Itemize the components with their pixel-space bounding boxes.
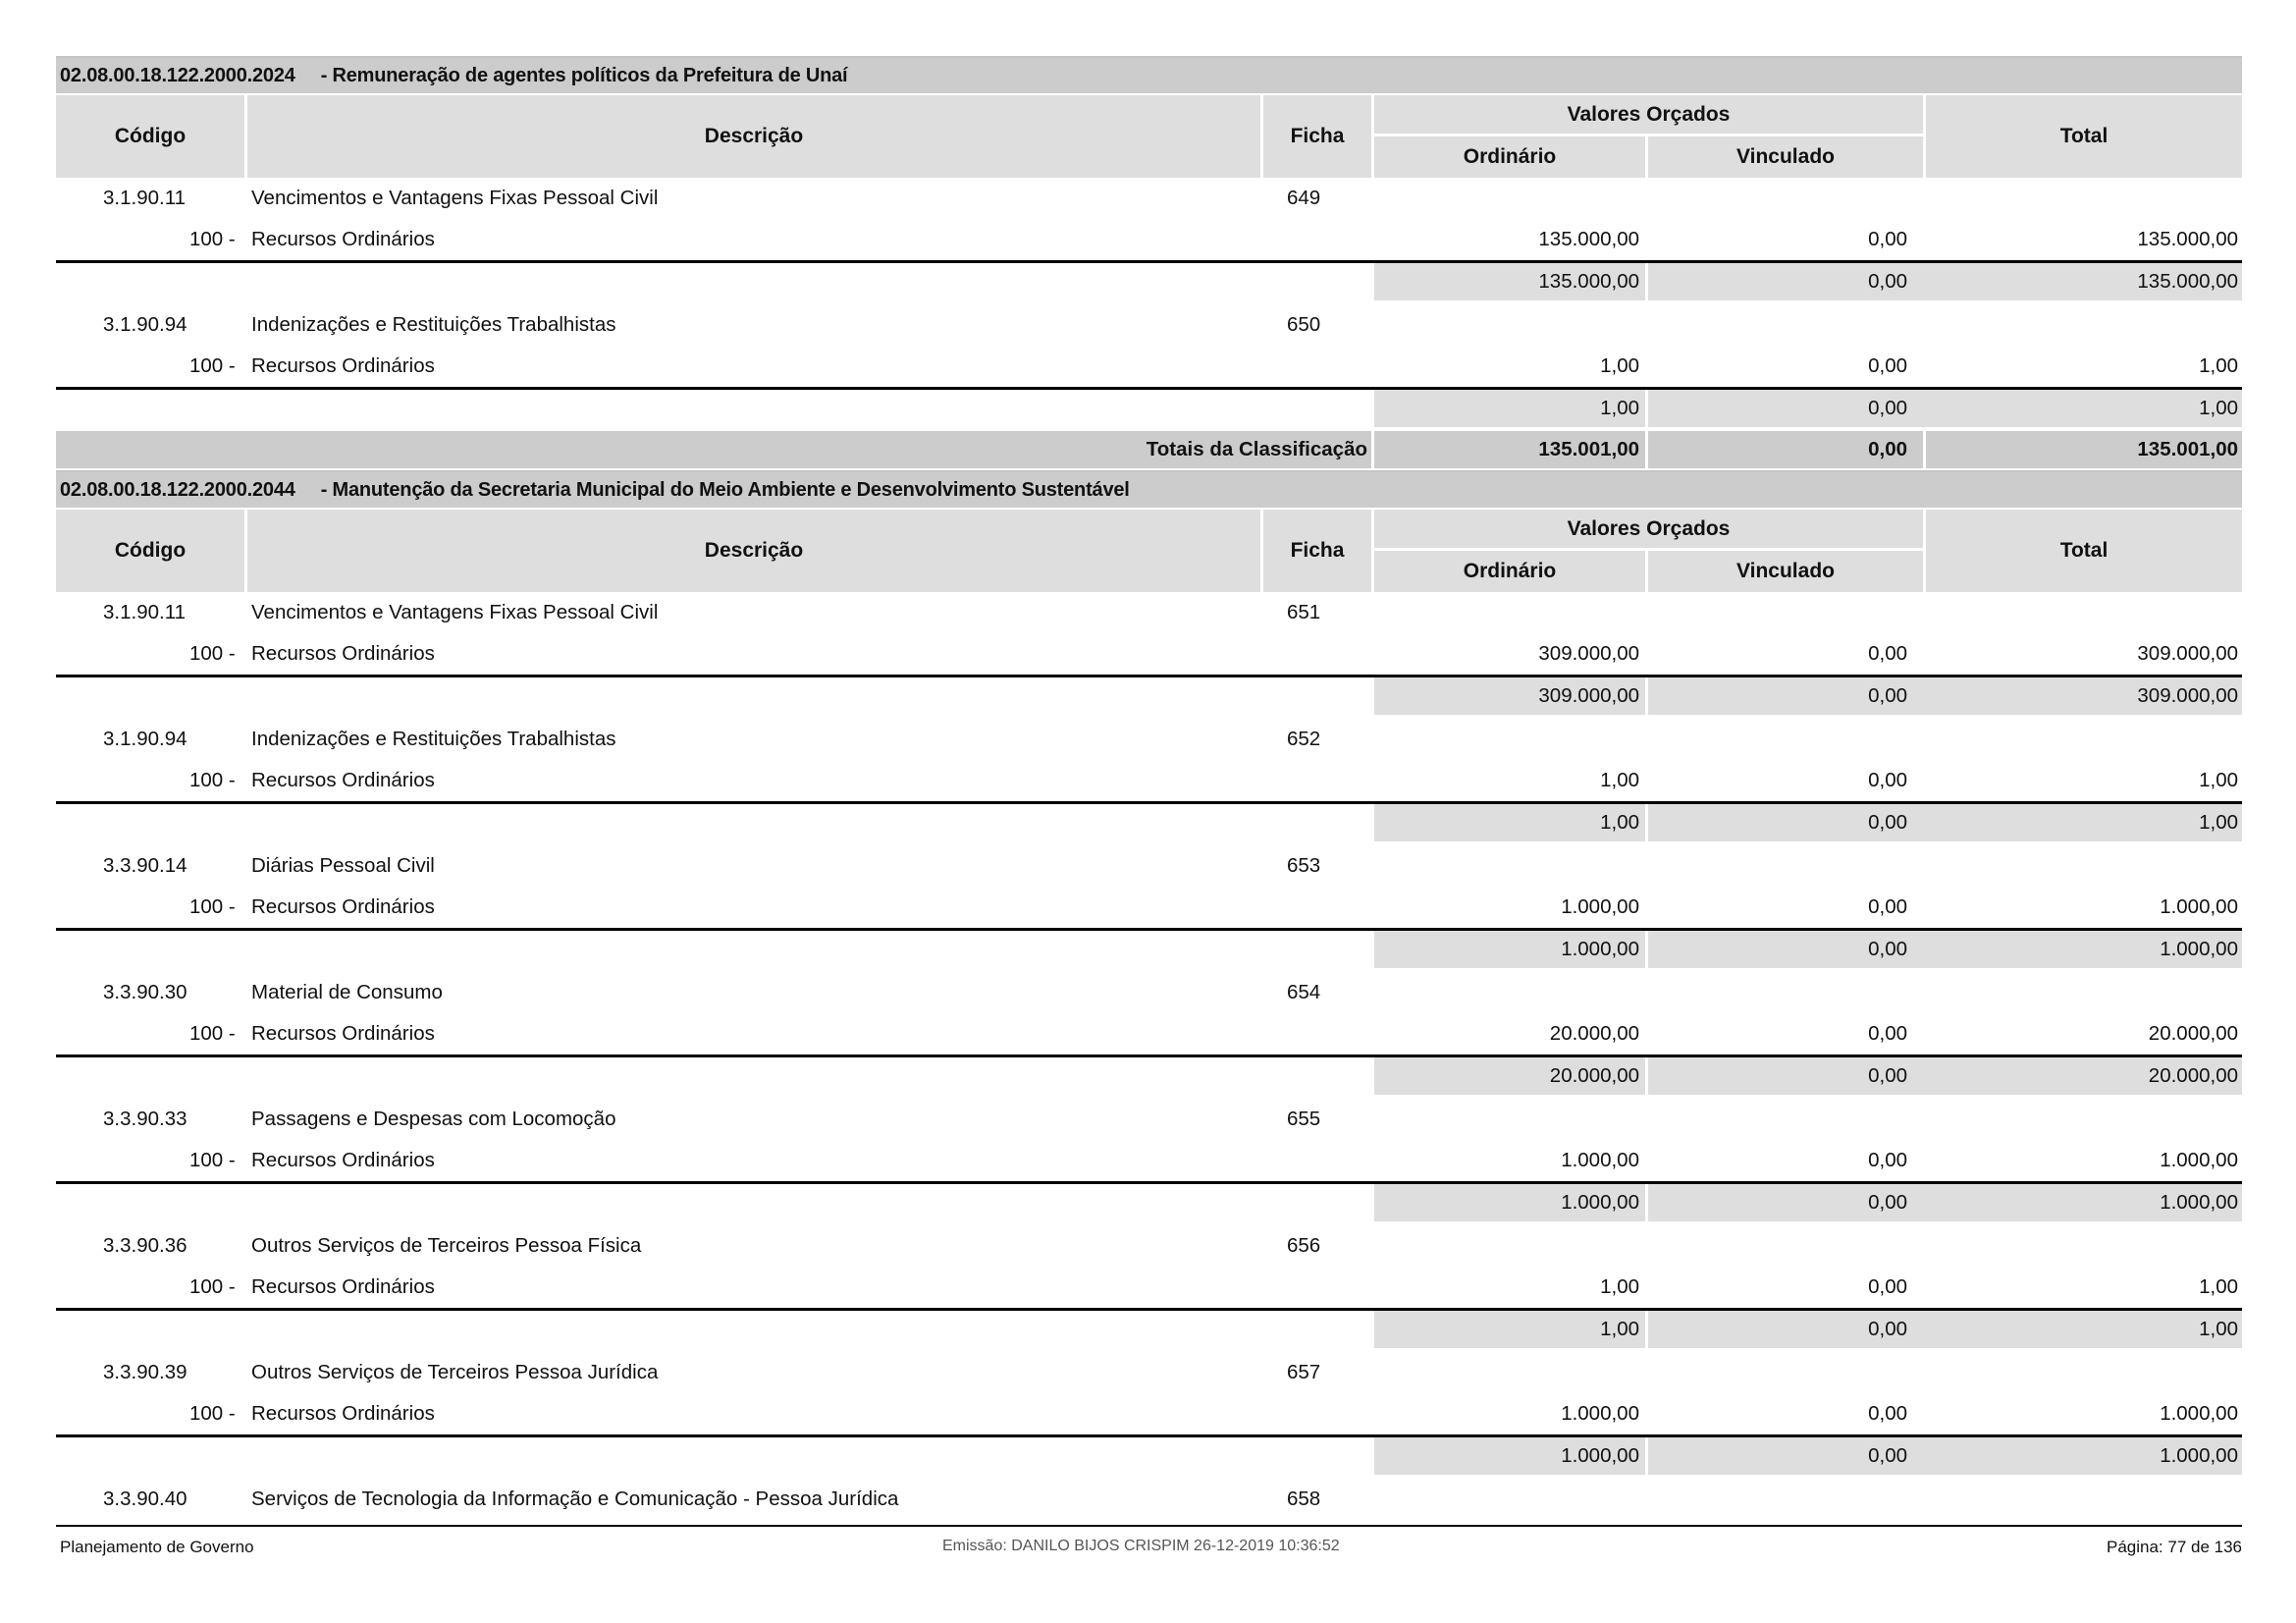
source-row <box>56 1393 2242 1434</box>
expense-ficha: 656 <box>1287 1234 1321 1257</box>
expense-item <box>56 972 2242 1095</box>
subtotal-ordinario: 1.000,00 <box>1561 1191 1639 1214</box>
expense-code: 3.3.90.39 <box>103 1361 187 1383</box>
expense-row <box>56 845 2242 887</box>
source-row <box>56 760 2242 801</box>
source-row <box>56 1013 2242 1055</box>
section-title-bar <box>56 470 2242 508</box>
expense-description: Diárias Pessoal Civil <box>251 854 435 877</box>
header-ficha: Ficha <box>1263 510 1371 592</box>
report-page <box>56 56 2242 1520</box>
value-ordinario: 1.000,00 <box>1561 1402 1639 1425</box>
subtotal-vinculado: 0,00 <box>1868 938 1907 960</box>
expense-description: Outros Serviços de Terceiros Pessoa Física <box>251 1234 642 1257</box>
subtotal-total: 20.000,00 <box>2148 1064 2238 1087</box>
section-title-bar <box>56 56 2242 93</box>
expense-code: 3.3.90.14 <box>103 854 187 877</box>
subtotal-vinculado: 0,00 <box>1868 270 1907 293</box>
header-vinculado: Vinculado <box>1648 136 1923 178</box>
subtotal-row <box>56 1311 2242 1348</box>
subtotal-vinculado: 0,00 <box>1868 397 1907 419</box>
header-codigo: Código <box>56 510 244 592</box>
value-vinculado: 0,00 <box>1868 1402 1907 1425</box>
value-ordinario: 20.000,00 <box>1549 1022 1639 1045</box>
subtotal-total: 1.000,00 <box>2160 1444 2238 1467</box>
header-valores-orcados: Valores Orçados <box>1374 95 1923 134</box>
classification-total-ordinario: 135.001,00 <box>1538 438 1639 460</box>
value-ordinario: 135.000,00 <box>1538 228 1639 250</box>
subtotal-total: 1,00 <box>2199 1318 2238 1340</box>
value-vinculado: 0,00 <box>1868 1149 1907 1171</box>
source-code: 100 - <box>189 895 236 918</box>
expense-row <box>56 1099 2242 1140</box>
value-total: 1.000,00 <box>2160 1402 2238 1425</box>
value-total: 135.000,00 <box>2137 228 2238 250</box>
value-total: 1,00 <box>2199 354 2238 377</box>
header-descricao: Descrição <box>247 510 1260 592</box>
value-total: 1,00 <box>2199 1275 2238 1298</box>
subtotal-total-cell <box>1920 390 2242 427</box>
expense-description: Vencimentos e Vantagens Fixas Pessoal Civil <box>251 187 659 209</box>
subtotal-total: 1.000,00 <box>2160 938 2238 960</box>
expense-ficha: 652 <box>1287 728 1321 750</box>
expense-description: Indenizações e Restituições Trabalhistas <box>251 313 616 336</box>
expense-ficha: 658 <box>1287 1488 1321 1510</box>
expense-item <box>56 178 2242 300</box>
source-row <box>56 219 2242 260</box>
value-ordinario: 1.000,00 <box>1561 895 1639 918</box>
expense-code: 3.1.90.11 <box>103 601 186 623</box>
subtotal-vinculado: 0,00 <box>1868 811 1907 834</box>
source-row <box>56 633 2242 675</box>
source-description: Recursos Ordinários <box>251 354 435 377</box>
subtotal-total-cell <box>1920 1311 2242 1348</box>
section-code: 02.08.00.18.122.2000.2044 <box>60 478 295 501</box>
subtotal-row <box>56 1184 2242 1221</box>
subtotal-ordinario: 135.000,00 <box>1538 270 1639 293</box>
value-ordinario: 1,00 <box>1600 769 1639 791</box>
header-ordinario: Ordinário <box>1374 136 1645 178</box>
source-code: 100 - <box>189 1402 236 1425</box>
expense-description: Material de Consumo <box>251 981 443 1003</box>
expense-code: 3.1.90.11 <box>103 187 186 209</box>
subtotal-row <box>56 677 2242 715</box>
source-description: Recursos Ordinários <box>251 895 435 918</box>
footer-department: Planejamento de Governo <box>60 1538 254 1556</box>
classification-total-row <box>56 431 2242 468</box>
value-ordinario: 309.000,00 <box>1538 642 1639 665</box>
value-vinculado: 0,00 <box>1868 228 1907 250</box>
classification-total-vinculado: 0,00 <box>1868 438 1907 460</box>
expense-row <box>56 178 2242 219</box>
section-items <box>56 178 2242 427</box>
subtotal-row <box>56 263 2242 300</box>
subtotal-row <box>56 931 2242 968</box>
source-description: Recursos Ordinários <box>251 642 435 665</box>
expense-ficha: 649 <box>1287 187 1321 209</box>
value-vinculado: 0,00 <box>1868 642 1907 665</box>
source-description: Recursos Ordinários <box>251 1022 435 1045</box>
expense-row <box>56 1225 2242 1267</box>
subtotal-ordinario: 1,00 <box>1600 811 1639 834</box>
expense-item <box>56 1352 2242 1475</box>
footer-divider <box>56 1525 2242 1527</box>
header-ordinario: Ordinário <box>1374 551 1645 592</box>
subtotal-ordinario: 1.000,00 <box>1561 1444 1639 1467</box>
expense-row <box>56 719 2242 760</box>
source-row <box>56 887 2242 928</box>
value-vinculado: 0,00 <box>1868 1275 1907 1298</box>
source-description: Recursos Ordinários <box>251 769 435 791</box>
subtotal-ordinario: 1.000,00 <box>1561 938 1639 960</box>
subtotal-row <box>56 804 2242 841</box>
header-descricao: Descrição <box>247 95 1260 178</box>
source-code: 100 - <box>189 1149 236 1171</box>
subtotal-total: 135.000,00 <box>2137 270 2238 293</box>
source-description: Recursos Ordinários <box>251 228 435 250</box>
expense-code: 3.1.90.94 <box>103 313 187 336</box>
subtotal-row <box>56 1437 2242 1475</box>
value-vinculado: 0,00 <box>1868 1022 1907 1045</box>
expense-ficha: 657 <box>1287 1361 1321 1383</box>
expense-item <box>56 1099 2242 1221</box>
table-header <box>56 510 2242 592</box>
subtotal-vinculado: 0,00 <box>1868 1191 1907 1214</box>
expense-description: Indenizações e Restituições Trabalhistas <box>251 728 616 750</box>
expense-row <box>56 1479 2242 1520</box>
section-title: - Remuneração de agentes políticos da Prefeitura de Unaí <box>320 64 848 86</box>
source-code: 100 - <box>189 642 236 665</box>
header-ficha: Ficha <box>1263 95 1371 178</box>
expense-code: 3.3.90.30 <box>103 981 187 1003</box>
expense-item <box>56 592 2242 715</box>
expense-code: 3.3.90.33 <box>103 1108 187 1130</box>
subtotal-total: 309.000,00 <box>2137 684 2238 707</box>
value-ordinario: 1,00 <box>1600 1275 1639 1298</box>
source-description: Recursos Ordinários <box>251 1275 435 1298</box>
section-code: 02.08.00.18.122.2000.2024 <box>60 64 295 86</box>
expense-ficha: 654 <box>1287 981 1321 1003</box>
subtotal-ordinario: 1,00 <box>1600 1318 1639 1340</box>
expense-row <box>56 972 2242 1013</box>
expense-ficha: 655 <box>1287 1108 1321 1130</box>
footer-emission: Emissão: DANILO BIJOS CRISPIM 26-12-2019 10:36:52 <box>942 1538 1340 1554</box>
subtotal-vinculado: 0,00 <box>1868 1064 1907 1087</box>
source-code: 100 - <box>189 1022 236 1045</box>
source-code: 100 - <box>189 1275 236 1298</box>
header-vinculado: Vinculado <box>1648 551 1923 592</box>
expense-ficha: 653 <box>1287 854 1321 877</box>
value-total: 1.000,00 <box>2160 1149 2238 1171</box>
section-title: - Manutenção da Secretaria Municipal do Meio Ambiente e Desenvolvimento Sustentável <box>320 478 1130 501</box>
expense-item <box>56 304 2242 427</box>
budget-section <box>56 56 2242 468</box>
source-code: 100 - <box>189 769 236 791</box>
expense-description: Passagens e Despesas com Locomoção <box>251 1108 616 1130</box>
budget-section <box>56 470 2242 1520</box>
header-total: Total <box>1926 510 2242 592</box>
value-vinculado: 0,00 <box>1868 769 1907 791</box>
value-vinculado: 0,00 <box>1868 354 1907 377</box>
expense-row <box>56 1352 2242 1393</box>
value-ordinario: 1.000,00 <box>1561 1149 1639 1171</box>
expense-item <box>56 1225 2242 1348</box>
section-items <box>56 592 2242 1475</box>
expense-code: 3.3.90.40 <box>103 1488 187 1510</box>
expense-row <box>56 592 2242 633</box>
source-description: Recursos Ordinários <box>251 1149 435 1171</box>
subtotal-total: 1,00 <box>2199 811 2238 834</box>
expense-description: Vencimentos e Vantagens Fixas Pessoal Civil <box>251 601 659 623</box>
value-total: 1.000,00 <box>2160 895 2238 918</box>
subtotal-vinculado: 0,00 <box>1868 1318 1907 1340</box>
classification-total-total: 135.001,00 <box>2137 438 2238 460</box>
value-total: 309.000,00 <box>2137 642 2238 665</box>
expense-description: Serviços de Tecnologia da Informação e Comunicação - Pessoa Jurídica <box>251 1488 899 1510</box>
source-row <box>56 346 2242 387</box>
header-valores-orcados: Valores Orçados <box>1374 510 1923 548</box>
subtotal-row <box>56 390 2242 427</box>
expense-code: 3.1.90.94 <box>103 728 187 750</box>
value-ordinario: 1,00 <box>1600 354 1639 377</box>
expense-row <box>56 304 2242 346</box>
subtotal-total: 1,00 <box>2199 397 2238 419</box>
subtotal-row <box>56 1057 2242 1095</box>
expense-description: Outros Serviços de Terceiros Pessoa Jurídica <box>251 1361 659 1383</box>
subtotal-ordinario: 309.000,00 <box>1538 684 1639 707</box>
source-row <box>56 1140 2242 1181</box>
expense-item <box>56 845 2242 968</box>
expense-ficha: 650 <box>1287 313 1321 336</box>
header-codigo: Código <box>56 95 244 178</box>
subtotal-vinculado: 0,00 <box>1868 684 1907 707</box>
subtotal-vinculado: 0,00 <box>1868 1444 1907 1467</box>
value-vinculado: 0,00 <box>1868 895 1907 918</box>
subtotal-ordinario: 1,00 <box>1600 397 1639 419</box>
subtotal-ordinario: 20.000,00 <box>1549 1064 1639 1087</box>
value-total: 20.000,00 <box>2148 1022 2238 1045</box>
classification-total-label: Totais da Classificação <box>1146 438 1367 460</box>
footer-page-number: Página: 77 de 136 <box>2106 1538 2242 1556</box>
source-code: 100 - <box>189 354 236 377</box>
subtotal-total-cell <box>1920 804 2242 841</box>
source-code: 100 - <box>189 228 236 250</box>
expense-code: 3.3.90.36 <box>103 1234 187 1257</box>
header-total: Total <box>1926 95 2242 178</box>
source-description: Recursos Ordinários <box>251 1402 435 1425</box>
expense-ficha: 651 <box>1287 601 1321 623</box>
source-row <box>56 1267 2242 1308</box>
value-total: 1,00 <box>2199 769 2238 791</box>
expense-item <box>56 719 2242 841</box>
table-header <box>56 95 2242 178</box>
subtotal-total: 1.000,00 <box>2160 1191 2238 1214</box>
